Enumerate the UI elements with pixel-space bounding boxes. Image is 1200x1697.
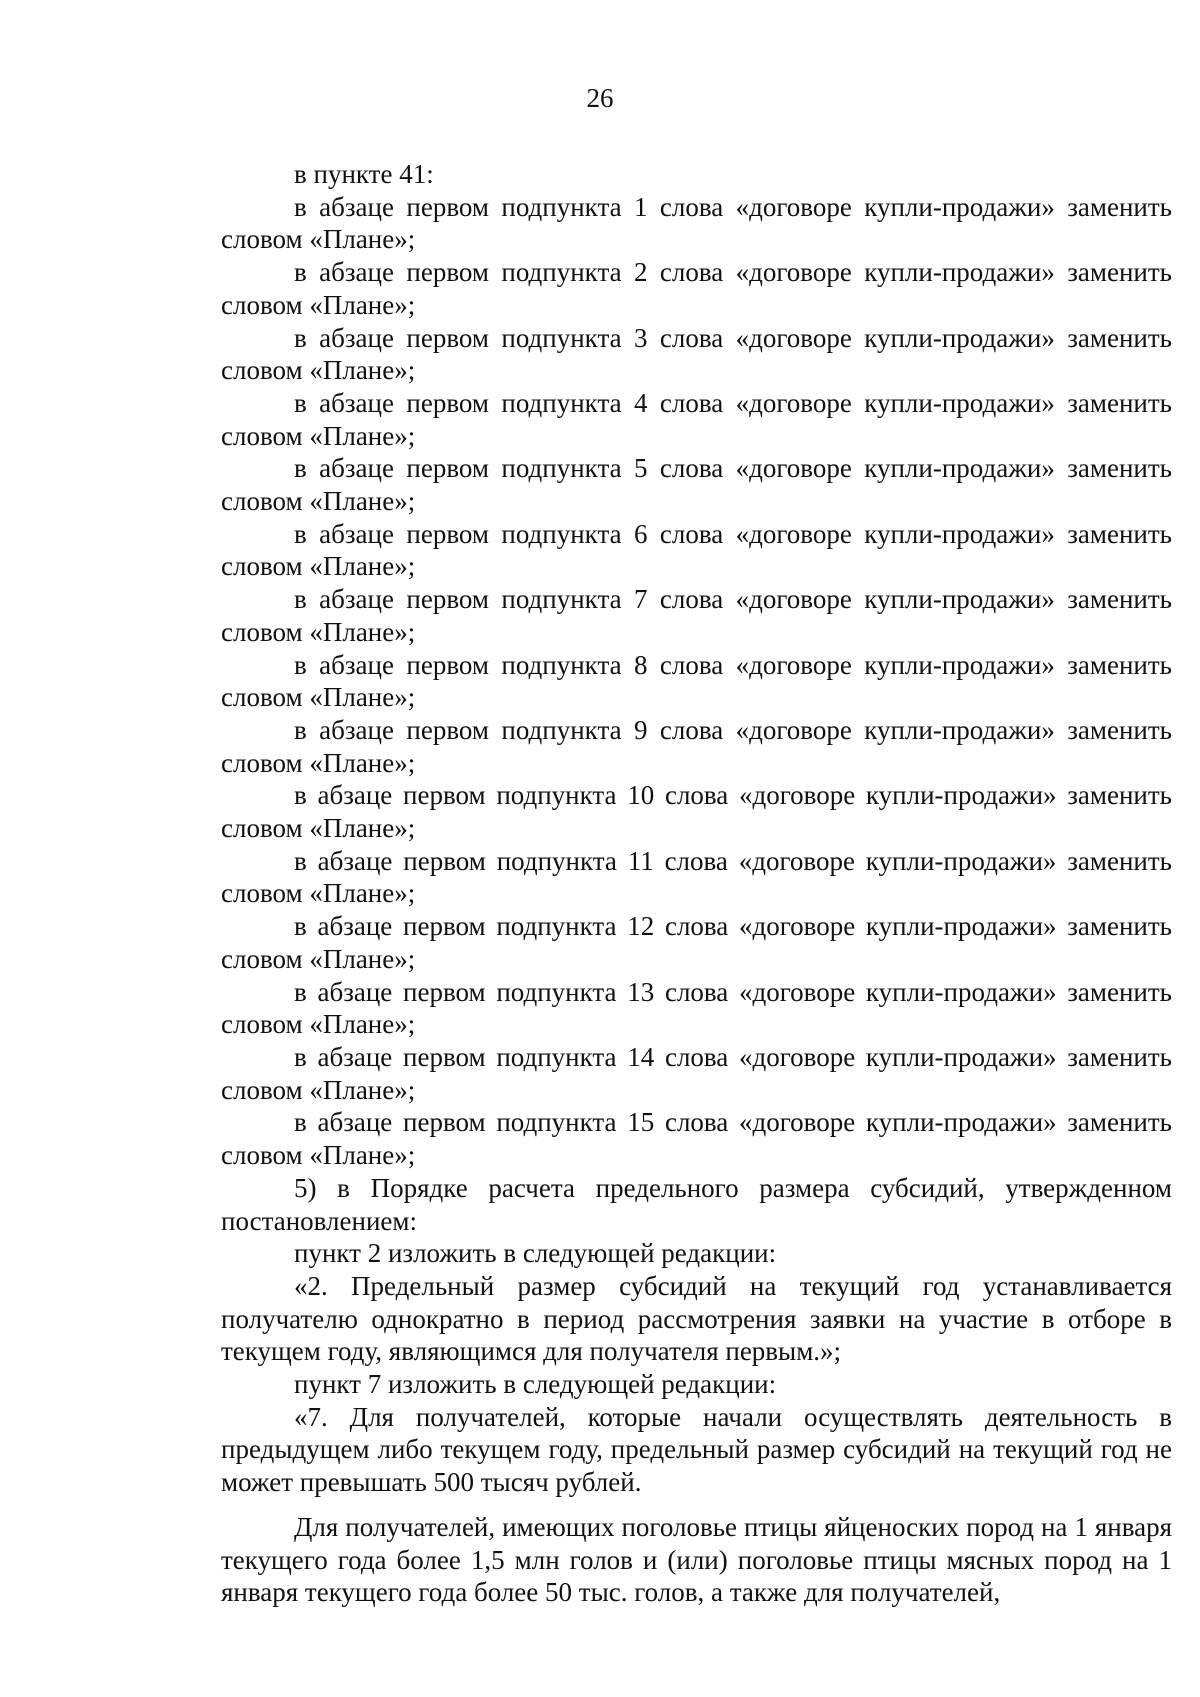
paragraph-subitem-15: в абзаце первом подпункта 15 слова «договоре купли-продажи» заменить словом «Плане»; [221, 1107, 1172, 1171]
page-number: 26 [586, 83, 614, 113]
paragraph-subitem-11: в абзаце первом подпункта 11 слова «договоре купли-продажи» заменить словом «Плане»; [221, 845, 1172, 909]
paragraph-subitem-8: в абзаце первом подпункта 8 слова «договоре купли-продажи» заменить словом «Плане»; [221, 649, 1172, 713]
paragraph-subitem-3: в абзаце первом подпункта 3 слова «договоре купли-продажи» заменить словом «Плане»; [221, 322, 1172, 386]
paragraph-subitem-6: в абзаце первом подпункта 6 слова «договоре купли-продажи» заменить словом «Плане»; [221, 518, 1172, 582]
paragraph-subitem-5: в абзаце первом подпункта 5 слова «договоре купли-продажи» заменить словом «Плане»; [221, 453, 1172, 517]
paragraph-subitem-2: в абзаце первом подпункта 2 слова «договоре купли-продажи» заменить словом «Плане»; [221, 257, 1172, 320]
paragraph-subitem-1: в абзаце первом подпункта 1 слова «договоре купли-продажи» заменить словом «Плане»; [221, 191, 1172, 255]
paragraph-subitem-9: в абзаце первом подпункта 9 слова «договоре купли-продажи» заменить словом «Плане»; [221, 714, 1172, 778]
paragraph-subitem-12: в абзаце первом подпункта 12 слова «договоре купли-продажи» заменить словом «Плане»; [221, 911, 1172, 974]
paragraph-point-2-instruction: пункт 2 изложить в следующей редакции: [294, 1238, 777, 1269]
paragraph-point-7-instruction: пункт 7 изложить в следующей редакции: [294, 1369, 777, 1400]
paragraph-subitem-13: в абзаце первом подпункта 13 слова «договоре купли-продажи» заменить словом «Плане»; [221, 976, 1172, 1040]
paragraph-point-7-continuation: Для получателей, имеющих поголовье птицы яйценоских пород на 1 января текущего года более 1,5 млн голов и (или) поголовье птицы мясных пород на 1 января текущего года более 50 тыс. голов, а также для получателей, [221, 1511, 1172, 1608]
paragraph-subitem-7: в абзаце первом подпункта 7 слова «договоре купли-продажи» заменить словом «Плане»; [221, 584, 1172, 647]
paragraph-subitem-10: в абзаце первом подпункта 10 слова «договоре купли-продажи» заменить словом «Плане»; [221, 780, 1172, 844]
paragraph-point-2-text: «2. Предельный размер субсидий на текущий год устанавливается получателю однократно в период рассмотрения заявки на участие в отборе в текущем году, являющимся для получателя первым.»; [221, 1270, 1172, 1367]
paragraph-point-7-text: «7. Для получателей, которые начали осуществлять деятельность в предыдущем либо текущем году, предельный размер субсидий на текущий год не может превышать 500 тысяч рублей. [221, 1401, 1172, 1498]
paragraph-item-5: 5) в Порядке расчета предельного размера субсидий, утвержденном постановлением: [221, 1172, 1172, 1236]
paragraph-intro: в пункте 41: [294, 159, 434, 189]
document-body [221, 158, 1172, 1609]
paragraph-subitem-14: в абзаце первом подпункта 14 слова «договоре купли-продажи» заменить словом «Плане»; [221, 1041, 1172, 1105]
paragraph-subitem-4: в абзаце первом подпункта 4 слова «договоре купли-продажи» заменить словом «Плане»; [221, 387, 1172, 451]
